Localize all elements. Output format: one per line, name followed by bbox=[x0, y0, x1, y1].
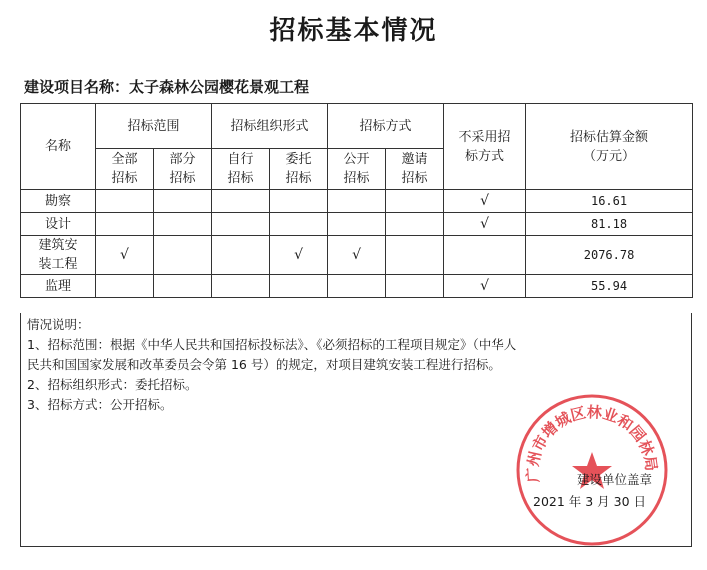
header-no-bid bbox=[444, 104, 526, 190]
notes-line-3: 2、招标组织形式：委托招标。 bbox=[27, 377, 198, 392]
table-row bbox=[21, 213, 693, 236]
cell-scope-all bbox=[96, 190, 154, 213]
header-no-bid-text: 不采用招标方式 bbox=[458, 129, 511, 164]
cell-amount: 2076.78 bbox=[526, 236, 693, 275]
header-amount-unit: （万元） bbox=[583, 148, 636, 164]
notes-line-4: 3、招标方式：公开招标。 bbox=[27, 397, 173, 412]
cell-method-open bbox=[328, 275, 386, 298]
cell-no-bid: √ bbox=[444, 190, 526, 213]
bid-table bbox=[20, 103, 693, 298]
header-scope-all-text: 全部招标 bbox=[111, 152, 138, 186]
header-org-self-text: 自行招标 bbox=[227, 152, 254, 186]
header-method: 招标方式 bbox=[328, 104, 444, 149]
table-row bbox=[21, 190, 693, 213]
row-name bbox=[21, 236, 96, 275]
signature-unit: 建设单位盖章 bbox=[577, 472, 653, 487]
cell-method-open bbox=[328, 190, 386, 213]
cell-org-self bbox=[212, 190, 270, 213]
cell-org-entrust: √ bbox=[270, 236, 328, 275]
cell-amount: 81.18 bbox=[526, 213, 693, 236]
cell-scope-all bbox=[96, 275, 154, 298]
cell-org-self bbox=[212, 275, 270, 298]
cell-scope-part bbox=[154, 236, 212, 275]
table-row bbox=[21, 236, 693, 275]
cell-method-open bbox=[328, 213, 386, 236]
header-name: 名称 bbox=[21, 104, 96, 190]
cell-no-bid: √ bbox=[444, 275, 526, 298]
header-org-self bbox=[212, 149, 270, 190]
page-title: 招标基本情况 bbox=[269, 16, 438, 46]
row-name: 监理 bbox=[21, 275, 96, 298]
cell-method-open: √ bbox=[328, 236, 386, 275]
table-row bbox=[21, 275, 693, 298]
header-method-open bbox=[328, 149, 386, 190]
cell-no-bid: √ bbox=[444, 213, 526, 236]
header-method-open-text: 公开招标 bbox=[343, 152, 370, 186]
header-scope-all bbox=[96, 149, 154, 190]
notes-line-2: 民共和国国家发展和改革委员会令第 16 号）的规定，对项目建筑安装工程进行招标。 bbox=[27, 357, 501, 372]
cell-method-invite bbox=[386, 275, 444, 298]
header-org-entrust bbox=[270, 149, 328, 190]
cell-method-invite bbox=[386, 236, 444, 275]
header-amount bbox=[526, 104, 693, 190]
cell-method-invite bbox=[386, 213, 444, 236]
cell-org-self bbox=[212, 236, 270, 275]
project-name: 太子森林公园樱花景观工程 bbox=[129, 78, 310, 96]
cell-method-invite bbox=[386, 190, 444, 213]
header-method-invite bbox=[386, 149, 444, 190]
notes-heading: 情况说明： bbox=[27, 317, 90, 332]
cell-amount: 16.61 bbox=[526, 190, 693, 213]
header-method-invite-text: 邀请招标 bbox=[401, 152, 428, 186]
header-amount-title: 招标估算金额 bbox=[570, 129, 649, 145]
cell-org-entrust bbox=[270, 190, 328, 213]
header-scope: 招标范围 bbox=[96, 104, 212, 149]
header-scope-part-text: 部分招标 bbox=[169, 152, 196, 186]
cell-org-entrust bbox=[270, 213, 328, 236]
cell-org-self bbox=[212, 213, 270, 236]
cell-org-entrust bbox=[270, 275, 328, 298]
project-name-line bbox=[24, 76, 309, 97]
seal-text-path: 广州市增城区林业和园林局 bbox=[523, 403, 661, 484]
notes-line-1: 1、招标范围：根据《中华人民共和国招标投标法》、《必须招标的工程项目规定》（中华人 bbox=[27, 337, 517, 352]
cell-scope-part bbox=[154, 190, 212, 213]
row-name-text: 建筑安装工程 bbox=[38, 238, 78, 272]
header-scope-part bbox=[154, 149, 212, 190]
header-org: 招标组织形式 bbox=[212, 104, 328, 149]
cell-scope-all: √ bbox=[96, 236, 154, 275]
header-org-entrust-text: 委托招标 bbox=[285, 152, 312, 186]
row-name: 勘察 bbox=[21, 190, 96, 213]
row-name: 设计 bbox=[21, 213, 96, 236]
project-label: 建设项目名称： bbox=[24, 78, 130, 96]
cell-amount: 55.94 bbox=[526, 275, 693, 298]
cell-scope-part bbox=[154, 275, 212, 298]
cell-no-bid bbox=[444, 236, 526, 275]
cell-scope-part bbox=[154, 213, 212, 236]
cell-scope-all bbox=[96, 213, 154, 236]
signature-date: 2021 年 3 月 30 日 bbox=[533, 494, 647, 509]
